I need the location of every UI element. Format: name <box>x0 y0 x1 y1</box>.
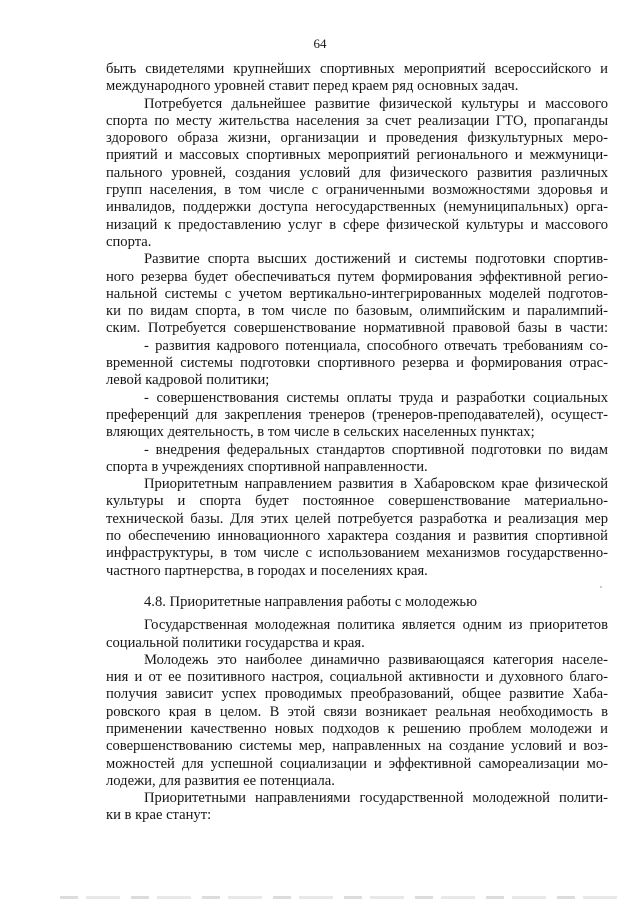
scan-artifact-dot <box>600 586 602 588</box>
text-line: быть свидетелями крупнейших спортивных мероприятий всероссийского и <box>106 61 608 77</box>
text-line: технической базы. Для этих целей потребуется разработка и реализация мер <box>106 510 608 527</box>
text-line: Приоритетными направлениями государственной молодежной полити- <box>144 790 608 807</box>
text-line: временной системы подготовки спортивного резерва и формирования отрас- <box>106 355 608 372</box>
text-line: получия зависит успех проводимых преобразований, общее развитие Хаба- <box>106 686 608 703</box>
text-line: Молодежь это наиболее динамично развивающаяся категория населе- <box>144 651 608 668</box>
text-line: нальной системы с учетом вертикально-интегрированных моделей подготов- <box>106 285 608 302</box>
text-line: групп населения, в том числе с ограниченными возможностями здоровья и <box>106 182 608 199</box>
text-line: культуры и спорта будет постоянное совершенствование материально- <box>106 493 608 510</box>
text-line: применении качественно новых подходов к решению проблем молодежи и <box>106 720 608 737</box>
text-line: ки по видам спорта, в том числе по базовым, олимпийским и паралимпий- <box>106 303 608 320</box>
text-line: международного уровней ставит перед краем ряд основных задач. <box>106 78 519 95</box>
text-line: приятий и массовых спортивных мероприятий регионального и межмуници- <box>106 147 608 164</box>
text-line: спорта по месту жительства населения за счет реализации ГТО, пропаганды <box>106 112 608 129</box>
text-line: спорта. <box>106 233 152 250</box>
text-line: пального уровней, создания условий для физического развития различных <box>106 164 608 181</box>
text-line: лодежи, для развития ее потенциала. <box>106 772 335 789</box>
text-line: здорового образа жизни, организации и проведения физкультурных меро- <box>106 130 608 147</box>
text-line: по обеспечению инновационного характера создания и развития спортивной <box>106 528 608 545</box>
text-line: можностей для успешной социализации и эффективной самореализации мо- <box>106 755 608 772</box>
text-line: ки в крае станут: <box>106 807 212 824</box>
text-line: ским. Потребуется совершенствование нормативной правовой базы в части: <box>106 320 608 337</box>
text-line: ния и от ее позитивного настроя, социальной активности и духовного благо- <box>106 669 608 686</box>
text-line: - развития кадрового потенциала, способного отвечать требованиям со- <box>144 337 608 354</box>
text-line: совершенствованию системы мер, направленных на создание условий и воз- <box>106 738 608 755</box>
text-line: инвалидов, поддержки доступа негосударственных (немуниципальных) орга- <box>106 199 608 216</box>
text-line: ровского края в целом. В этой связи возникает реальная необходимость в <box>106 703 608 720</box>
text-line: ного резерва будет обеспечиваться путем формирования эффективной регио- <box>106 268 608 285</box>
text-line: инфраструктуры, в том числе с использованием механизмов государственно- <box>106 545 608 562</box>
text-line: вляющих деятельность, в том числе в сельских населенных пунктах; <box>106 424 535 441</box>
text-line: - внедрения федеральных стандартов спортивной подготовки по видам <box>144 441 608 458</box>
scan-artifact-footer <box>60 896 620 899</box>
text-line: Приоритетным направлением развития в Хабаровском крае физической <box>144 476 608 493</box>
text-line: 4.8. Приоритетные направления работы с молодежью <box>144 593 477 610</box>
text-line: спорта в учреждениях спортивной направленности. <box>106 458 428 475</box>
page-number: 64 <box>313 36 327 51</box>
text-line: Развитие спорта высших достижений и системы подготовки спортив- <box>144 251 608 268</box>
text-line: социальной политики государства и края. <box>106 634 365 651</box>
text-line: преференций для закрепления тренеров (тренеров-преподавателей), осущест- <box>106 406 608 423</box>
text-line: низаций к предоставлению услуг в сфере физической культуры и массового <box>106 216 608 233</box>
text-line: - совершенствования системы оплаты труда и разработки социальных <box>144 389 608 406</box>
text-line: левой кадровой политики; <box>106 372 270 389</box>
text-line: Потребуется дальнейшее развитие физической культуры и массового <box>144 95 608 112</box>
document-body <box>106 61 608 825</box>
text-line: частного партнерства, в городах и поселениях края. <box>106 562 428 579</box>
text-line: Государственная молодежная политика является одним из приоритетов <box>144 617 608 634</box>
